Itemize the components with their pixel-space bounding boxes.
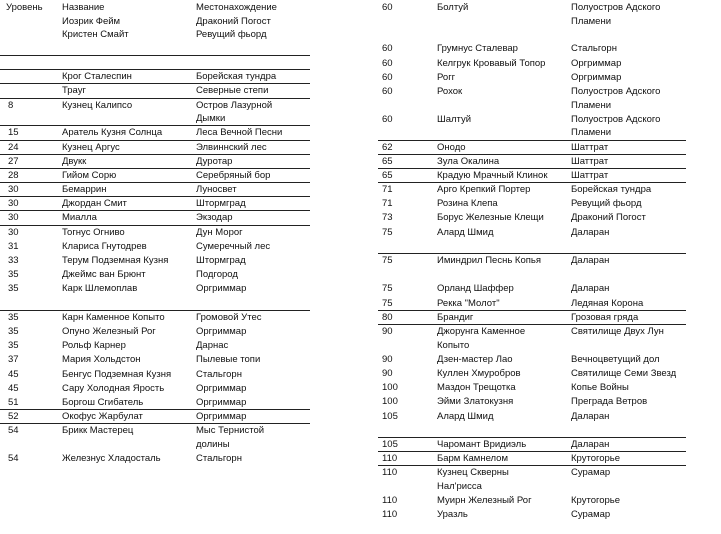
table-row [378,56,686,70]
row-name: Муирн Железный Рог [437,495,532,507]
table-row [0,83,310,97]
row-location: Дуротар [196,155,233,167]
table-row [378,507,686,521]
table-row [378,352,686,366]
row-level: 110 [382,453,398,465]
row-name: Клариса Гнутодрев [62,240,147,252]
row-level: 60 [382,57,393,69]
row-level: 60 [382,85,393,97]
table-row [0,182,310,196]
table-row [378,281,686,295]
row-level: 54 [8,425,19,437]
row-location: Серебряный бор [196,169,271,181]
table-row [0,451,310,465]
row-name: Куллен Хмуробров [437,367,521,379]
table-row [378,324,686,352]
row-location: Экзодар [196,212,233,224]
table-row [0,409,310,423]
row-location: Даларан [571,410,610,422]
table-row [0,168,310,182]
row-level: 37 [8,354,19,366]
row-level: 60 [382,71,393,83]
table-row [0,125,310,139]
row-level: 60 [382,43,393,55]
row-location: Оргриммар [196,411,247,423]
trainers-table-left [0,0,310,465]
table-row [0,423,310,451]
row-location: Полуостров Адского Пламени [571,113,661,139]
row-location: Штормград [196,255,246,267]
row-location: Штормград [196,198,246,210]
row-location: Крутогорье [571,453,621,465]
table-row [378,70,686,84]
row-level: 110 [382,509,398,521]
row-name: Кузнец Калипсо [62,99,133,111]
row-location: Дун Морог [196,226,243,238]
row-location: Оргриммар [196,382,247,394]
row-level: 24 [8,141,19,153]
row-name: Сару Холодная Ярость [62,382,165,394]
row-level: 60 [382,113,393,125]
table-row [0,253,310,267]
table-row [378,0,686,41]
table-row [0,196,310,210]
table-row [0,140,310,154]
row-location: Шаттрат [571,169,609,181]
row-level: 75 [382,226,393,238]
row-level: 54 [8,453,19,465]
row-name: Иминдрил Песнь Копья [437,255,541,267]
row-level: 35 [8,311,19,323]
row-level: 75 [382,297,393,309]
row-location: Северные степи [196,85,269,97]
table-row [378,465,686,493]
row-name: Зула Окалина [437,155,500,167]
row-location: Остров Лазурной Дымки [196,99,273,125]
row-level: 35 [8,283,19,295]
row-level: 52 [8,411,19,423]
row-level: 35 [8,269,19,281]
row-location: Сумеречный лес [196,240,271,252]
table-row [0,154,310,168]
row-location: Подгород [196,269,238,281]
table-row [0,310,310,324]
table-row [378,253,686,267]
row-level: 30 [8,212,19,224]
table-row [378,168,686,182]
table-row [0,338,310,352]
table-row [0,267,310,281]
row-location: Даларан [571,283,610,295]
row-name: Бенгус Подземная Кузня [62,368,172,380]
table-row [0,225,310,239]
row-location: Даларан [571,226,610,238]
row-name: Арго Крепкий Портер [437,184,531,196]
row-name: Крадую Мрачный Клинок [437,169,548,181]
row-name: Брандиг [437,311,474,323]
row-name: Рохок [437,85,463,97]
row-name: Мария Хольдстон [62,354,141,366]
table-row [378,225,686,239]
row-location: Крутогорье [571,495,621,507]
row-location: Оргриммар [571,57,622,69]
row-name: Тогнус Огниво [62,226,125,238]
row-name: Грумнус Сталевар [437,43,518,55]
row-name: Алард Шмид [437,226,494,238]
right-rows [378,0,686,521]
row-name: Онодо [437,141,466,153]
table-row [378,380,686,394]
row-location: Леса Вечной Песни [196,127,283,139]
row-location: Копье Войны [571,382,629,394]
row-location: Полуостров Адского Пламени [571,85,661,111]
table-row [0,296,310,310]
row-location: Шаттрат [571,155,609,167]
row-level: 62 [382,141,393,153]
row-level: 35 [8,340,19,352]
row-level: 65 [382,169,393,181]
table-row [0,69,310,83]
row-name: Окофус Жарбулат [62,411,143,423]
header-location: Местонахождение Драконий Погост Ревущий фьорд [196,2,277,41]
row-location: Даларан [571,255,610,267]
row-location: Грозовая гряда [571,311,639,323]
row-level: 110 [382,467,398,479]
row-name: Барм Камнелом [437,453,508,465]
table-row [378,423,686,437]
table-row [378,493,686,507]
row-location: Оргриммар [196,325,247,337]
row-level: 90 [382,325,393,337]
table-row [378,409,686,423]
row-level: 75 [382,255,393,267]
row-location: Пылевые топи [196,354,261,366]
row-level: 51 [8,396,19,408]
row-location: Святилище Двух Лун [571,325,664,337]
row-name: Железнус Хладосталь [62,453,161,465]
row-location: Полуостров Адского Пламени [571,2,661,27]
table-row [378,41,686,55]
table-row [0,367,310,381]
trainers-table-right [378,0,686,521]
row-name: Миалла [62,212,97,224]
row-name: Опуно Железный Рог [62,325,156,337]
row-location: Громовой Утес [196,311,262,323]
row-location: Борейская тундра [571,184,652,196]
table-row [378,84,686,112]
row-level: 90 [382,367,393,379]
row-name: Джордан Смит [62,198,127,210]
row-name: Боргош Сгибатель [62,396,144,408]
row-location: Оргриммар [196,283,247,295]
table-row [378,394,686,408]
table-header [0,0,310,55]
row-name: Уразль [437,509,468,521]
table-row [0,55,310,69]
row-name: Терум Подземная Кузня [62,255,169,267]
row-level: 27 [8,155,19,167]
row-level: 75 [382,283,393,295]
row-name: Маздон Трещотка [437,382,516,394]
row-name: Кузнец Аргус [62,141,120,153]
table-row [0,395,310,409]
row-name: Джеймс ван Брюнт [62,269,146,281]
row-name: Шалтуй [437,113,472,125]
left-rows [0,55,310,465]
row-name: Кузнец Скверны Нал'рисса [437,467,509,492]
header-name: Название Иозрик Фейм Кристен Смайт [62,2,129,41]
row-level: 105 [382,410,398,422]
row-name: Алард Шмид [437,410,494,422]
row-name: Орланд Шаффер [437,283,514,295]
row-location: Стальгорн [196,368,242,380]
row-level: 45 [8,382,19,394]
table-row [378,451,686,465]
table-row [378,310,686,324]
table-row [0,352,310,366]
table-row [378,154,686,168]
row-location: Стальгорн [196,453,242,465]
row-name: Рольф Карнер [62,340,126,352]
row-level: 73 [382,212,393,224]
row-name: Бемаррин [62,184,107,196]
row-level: 30 [8,198,19,210]
row-name: Келгрук Кровавый Топор [437,57,546,69]
row-location: Шаттрат [571,141,609,153]
table-row [378,267,686,281]
row-name: Карн Каменное Копыто [62,311,165,323]
table-row [378,182,686,196]
row-location: Даларан [571,438,610,450]
table-row [378,196,686,210]
table-row [0,281,310,295]
row-level: 65 [382,155,393,167]
row-name: Эйми Златокузня [437,396,514,408]
row-level: 33 [8,255,19,267]
row-level: 100 [382,382,398,394]
row-location: Луносвет [196,184,237,196]
row-location: Святилище Семи Звезд [571,367,677,379]
row-level: 30 [8,226,19,238]
row-name: Трауг [62,85,86,97]
row-level: 100 [382,396,398,408]
row-level: 35 [8,325,19,337]
row-name: Брикк Мастерец [62,425,134,437]
row-location: Ревущий фьорд [571,198,642,210]
row-name: Крог Сталеспин [62,71,132,83]
row-level: 90 [382,353,393,365]
table-row [0,210,310,224]
table-row [0,324,310,338]
row-location: Оргриммар [196,396,247,408]
table-row [378,112,686,140]
table-row [378,366,686,380]
row-name: Чаромант Вридиэль [437,438,527,450]
row-location: Вечноцветущий дол [571,353,660,365]
row-location: Мыс Тернистой долины [196,425,265,450]
row-name: Гийом Сорю [62,169,117,181]
row-level: 105 [382,438,398,450]
row-location: Сурамар [571,467,611,479]
row-level: 60 [382,2,393,13]
table-row [0,381,310,395]
row-location: Борейская тундра [196,71,277,83]
row-name: Борус Железные Клещи [437,212,544,224]
row-name: Дзен-мастер Лао [437,353,513,365]
row-name: Рогг [437,71,456,83]
table-row [378,437,686,451]
row-name: Аратель Кузня Солнца [62,127,163,139]
row-name: Болтуй [437,2,469,13]
table-row [0,239,310,253]
row-level: 45 [8,368,19,380]
row-location: Сурамар [571,509,611,521]
row-level: 71 [382,198,393,210]
row-location: Элвиннский лес [196,141,267,153]
row-level: 28 [8,169,19,181]
row-name: Карк Шлемоплав [62,283,138,295]
table-row [378,140,686,154]
row-location: Дарнас [196,340,229,352]
row-level: 31 [8,240,19,252]
row-level: 110 [382,495,398,507]
row-name: Двукк [62,155,87,167]
header-level: Уровень [6,2,43,13]
row-level: 30 [8,184,19,196]
row-location: Оргриммар [571,71,622,83]
row-level: 8 [8,99,14,111]
row-level: 71 [382,184,393,196]
row-name: Джорунга Каменное Копыто [437,325,526,351]
table-row [378,210,686,224]
row-location: Преграда Ветров [571,396,648,408]
row-level: 15 [8,127,19,139]
row-level: 80 [382,311,393,323]
row-name: Рекка "Молот" [437,297,500,309]
table-row [378,296,686,310]
row-name: Розина Клепа [437,198,498,210]
row-location: Стальгорн [571,43,617,55]
row-location: Драконий Погост [571,212,646,224]
row-location: Ледяная Корона [571,297,644,309]
table-row [0,98,310,126]
table-row [378,239,686,253]
